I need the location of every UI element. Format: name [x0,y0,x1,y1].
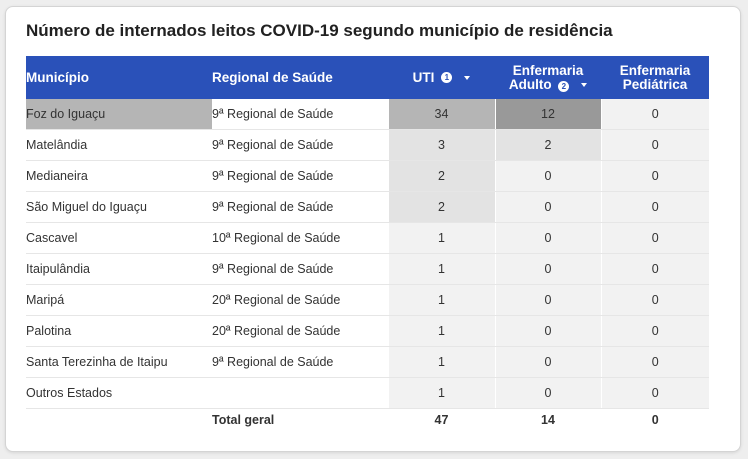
cell-enf-ped: 0 [601,378,709,409]
table-row[interactable] [26,254,709,285]
cell-regional: 20ª Regional de Saúde [212,285,388,316]
cell-uti: 1 [388,285,495,316]
header-regional-label: Regional de Saúde [212,69,333,85]
cell-regional: 9ª Regional de Saúde [212,192,388,223]
header-enf-adulto-line2: Adulto [508,76,552,92]
table-card [5,6,741,452]
cell-uti: 1 [388,378,495,409]
header-enfermaria-pediatrica[interactable] [601,56,709,99]
header-municipio[interactable] [26,56,212,99]
cell-municipio: Santa Terezinha de Itaipu [26,347,212,378]
info-icon[interactable]: 1 [441,72,452,83]
header-enf-ped-line1: Enfermaria [619,62,691,78]
cell-enf-adulto: 0 [495,285,601,316]
cell-enf-ped: 0 [601,316,709,347]
cell-enf-ped: 0 [601,347,709,378]
cell-uti: 3 [388,130,495,161]
total-enf-adulto: 14 [495,409,601,432]
table-row[interactable] [26,161,709,192]
cell-enf-adulto: 12 [495,99,601,130]
header-uti-label: UTI [412,69,435,85]
cell-municipio: Maripá [26,285,212,316]
cell-enf-adulto: 0 [495,254,601,285]
cell-enf-adulto: 0 [495,378,601,409]
cell-regional: 20ª Regional de Saúde [212,316,388,347]
sort-down-icon[interactable] [464,76,470,80]
cell-uti: 1 [388,254,495,285]
chart-title: Número de internados leitos COVID-19 segundo município de residência [26,21,613,40]
cell-enf-adulto: 0 [495,316,601,347]
cell-uti: 1 [388,316,495,347]
cell-uti: 1 [388,347,495,378]
cell-enf-ped: 0 [601,254,709,285]
cell-regional: 9ª Regional de Saúde [212,254,388,285]
cell-enf-ped: 0 [601,161,709,192]
header-enfermaria-adulto[interactable] [495,56,601,99]
table-row[interactable] [26,99,709,130]
cell-enf-adulto: 0 [495,192,601,223]
cell-regional: 9ª Regional de Saúde [212,347,388,378]
cell-enf-ped: 0 [601,192,709,223]
cell-municipio: Foz do Iguaçu [26,99,212,130]
cell-municipio: Matelândia [26,130,212,161]
cell-municipio: Cascavel [26,223,212,254]
cell-enf-ped: 0 [601,99,709,130]
table-header-row [26,56,709,99]
table-row[interactable] [26,378,709,409]
cell-regional [212,378,388,409]
table-row[interactable] [26,192,709,223]
table-row[interactable] [26,130,709,161]
total-row [26,409,709,432]
cell-enf-adulto: 0 [495,347,601,378]
cell-enf-adulto: 0 [495,161,601,192]
sort-down-icon[interactable] [581,83,587,87]
cell-regional: 10ª Regional de Saúde [212,223,388,254]
cell-uti: 34 [388,99,495,130]
info-icon[interactable]: 2 [558,81,569,92]
cell-uti: 2 [388,161,495,192]
cell-municipio: São Miguel do Iguaçu [26,192,212,223]
table-row[interactable] [26,316,709,347]
cell-enf-ped: 0 [601,130,709,161]
table-row[interactable] [26,285,709,316]
total-uti: 47 [388,409,495,432]
header-enf-ped-line2: Pediátrica [622,76,688,92]
header-enf-adulto-line1: Enfermaria [512,62,584,78]
header-municipio-label: Município [26,69,89,85]
cell-regional: 9ª Regional de Saúde [212,161,388,192]
header-uti[interactable] [388,56,495,99]
cell-enf-ped: 0 [601,223,709,254]
cell-uti: 1 [388,223,495,254]
cell-enf-adulto: 2 [495,130,601,161]
cell-uti: 2 [388,192,495,223]
cell-regional: 9ª Regional de Saúde [212,99,388,130]
cell-municipio: Outros Estados [26,378,212,409]
cell-enf-ped: 0 [601,285,709,316]
total-spacer [26,409,212,432]
data-table [26,56,709,431]
table-row[interactable] [26,223,709,254]
table-row[interactable] [26,347,709,378]
cell-municipio: Itaipulândia [26,254,212,285]
total-enf-ped: 0 [601,409,709,432]
cell-municipio: Medianeira [26,161,212,192]
total-label: Total geral [212,409,388,432]
cell-regional: 9ª Regional de Saúde [212,130,388,161]
cell-enf-adulto: 0 [495,223,601,254]
header-regional[interactable] [212,56,388,99]
cell-municipio: Palotina [26,316,212,347]
